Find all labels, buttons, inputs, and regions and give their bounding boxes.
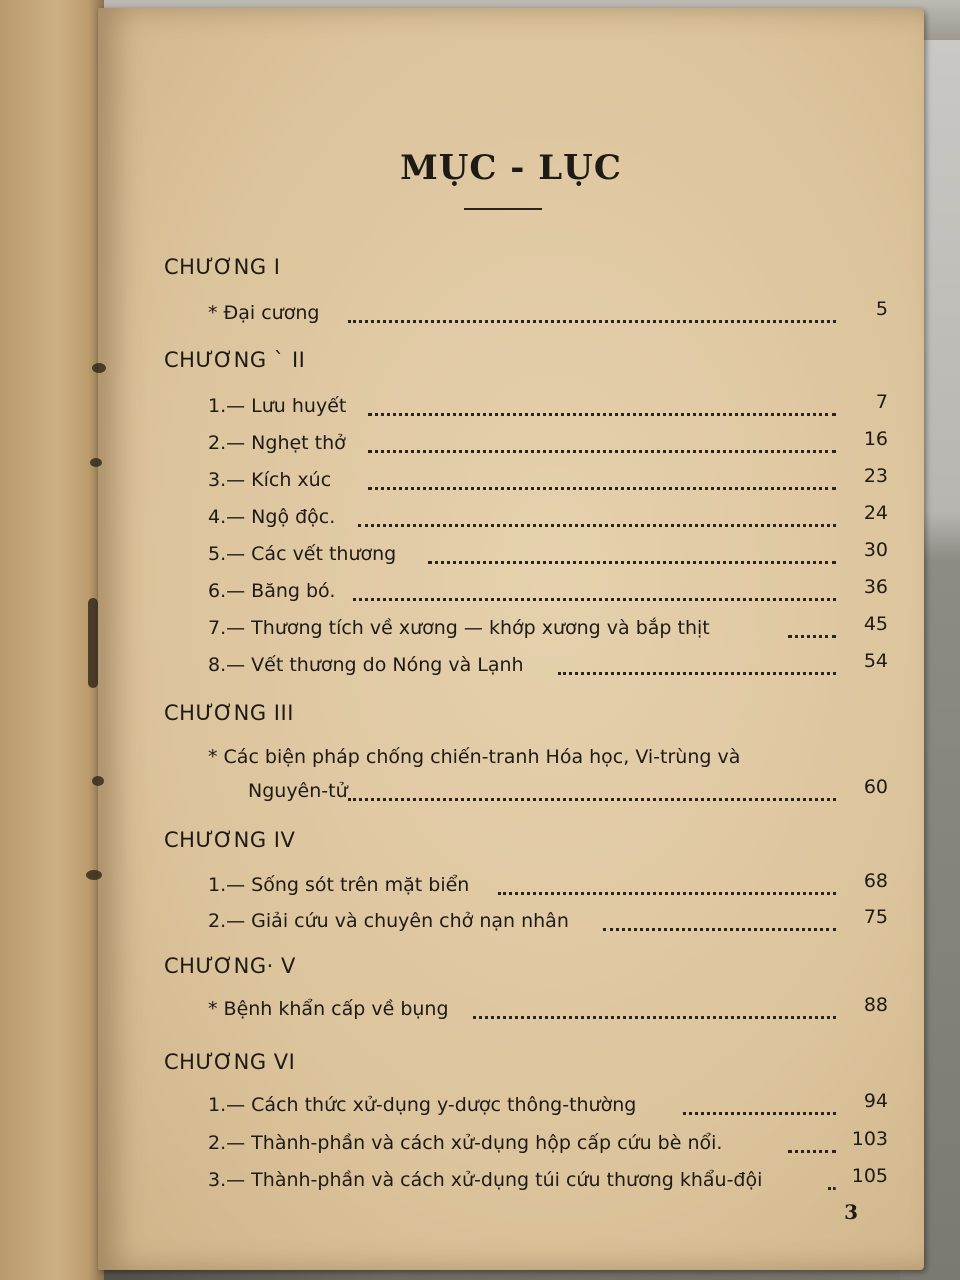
book-page xyxy=(98,8,924,1270)
ink-stain xyxy=(90,458,102,467)
toc-entry xyxy=(208,391,888,421)
entry-page: 23 xyxy=(863,465,888,487)
dot-leader xyxy=(558,642,836,675)
toc-entry xyxy=(208,1128,888,1158)
page-title: MỤC - LỤC xyxy=(400,148,622,188)
dot-leader xyxy=(368,457,836,490)
dot-leader xyxy=(368,420,836,453)
entry-label: 1.— Sống sót trên mặt biển xyxy=(208,874,470,896)
entry-label: 2.— Thành-phần và cách xử-dụng hộp cấp cứu bè nổi. xyxy=(208,1132,723,1154)
entry-page: 105 xyxy=(851,1165,888,1187)
ink-stain xyxy=(92,776,104,786)
entry-label: 6.— Băng bó. xyxy=(208,580,336,602)
entry-label: 2.— Nghẹt thở xyxy=(208,432,346,454)
dot-leader xyxy=(603,898,836,931)
dot-leader xyxy=(358,494,836,527)
dot-leader xyxy=(473,986,836,1019)
entry-page: 36 xyxy=(863,576,888,598)
chapter-heading-3: CHƯƠNG III xyxy=(164,701,294,725)
entry-label: * Đại cương xyxy=(208,302,320,324)
toc-entry xyxy=(208,906,888,936)
toc-entry xyxy=(208,576,888,606)
toc-entry xyxy=(208,1165,888,1195)
chapter-heading-4: CHƯƠNG IV xyxy=(164,828,296,852)
page-number: 3 xyxy=(844,1200,858,1224)
entry-page: 103 xyxy=(851,1128,888,1150)
chapter-heading-6: CHƯƠNG VI xyxy=(164,1050,296,1074)
ink-stain xyxy=(88,598,98,688)
entry-page: 75 xyxy=(863,906,888,928)
entry-label: 1.— Cách thức xử-dụng y-dược thông-thường xyxy=(208,1094,637,1116)
entry-continuation: Nguyên-tử xyxy=(248,780,348,802)
dot-leader xyxy=(348,290,836,323)
entry-page: 5 xyxy=(875,298,888,320)
chapter-heading-2: CHƯƠNG ` II xyxy=(164,348,306,372)
dot-leader xyxy=(828,1157,836,1190)
entry-page: 24 xyxy=(863,502,888,524)
entry-label: 3.— Kích xúc xyxy=(208,469,332,491)
entry-label: 2.— Giải cứu và chuyên chở nạn nhân xyxy=(208,910,569,932)
entry-label: 3.— Thành-phần và cách xử-dụng túi cứu thương khẩu-đội xyxy=(208,1169,763,1191)
entry-label: * Bệnh khẩn cấp về bụng xyxy=(208,998,449,1020)
entry-label: 5.— Các vết thương xyxy=(208,543,397,565)
entry-page: 94 xyxy=(863,1090,888,1112)
toc-entry-continuation xyxy=(208,776,888,806)
entry-label: 1.— Lưu huyết xyxy=(208,395,347,417)
toc-entry xyxy=(208,539,888,569)
entry-label: 7.— Thương tích về xương — khớp xương và bắp thịt xyxy=(208,617,710,639)
chapter-heading-1: CHƯƠNG I xyxy=(164,255,281,279)
ink-stain xyxy=(92,363,106,373)
toc-entry xyxy=(208,650,888,680)
toc-entry xyxy=(208,428,888,458)
entry-page: 16 xyxy=(863,428,888,450)
dot-leader xyxy=(683,1082,836,1115)
toc-entry xyxy=(208,298,888,328)
entry-page: 60 xyxy=(863,776,888,798)
dot-leader xyxy=(498,862,836,895)
toc-entry xyxy=(208,870,888,900)
dot-leader xyxy=(428,531,836,564)
entry-label: 4.— Ngộ độc. xyxy=(208,506,336,528)
toc-entry xyxy=(208,502,888,532)
entry-label: * Các biện pháp chống chiến-tranh Hóa học, Vi-trùng và xyxy=(208,746,741,768)
dot-leader xyxy=(348,768,836,801)
ink-stain xyxy=(86,870,102,880)
entry-page: 88 xyxy=(863,994,888,1016)
entry-page: 7 xyxy=(875,391,888,413)
entry-page: 45 xyxy=(863,613,888,635)
toc-entry xyxy=(208,613,888,643)
entry-page: 30 xyxy=(863,539,888,561)
toc-entry xyxy=(208,465,888,495)
chapter-heading-5: CHƯƠNG· V xyxy=(164,954,296,978)
dot-leader xyxy=(788,1120,836,1153)
toc-entry xyxy=(208,994,888,1024)
toc-entry xyxy=(208,1090,888,1120)
entry-page: 54 xyxy=(863,650,888,672)
entry-page: 68 xyxy=(863,870,888,892)
title-underline xyxy=(464,208,542,210)
entry-label: 8.— Vết thương do Nóng và Lạnh xyxy=(208,654,524,676)
dot-leader xyxy=(368,383,836,416)
dot-leader xyxy=(788,605,836,638)
dot-leader xyxy=(353,568,836,601)
